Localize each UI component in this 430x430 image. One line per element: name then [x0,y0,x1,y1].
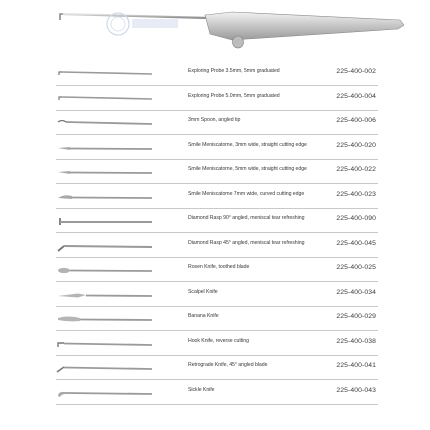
meniscatome-icon [56,140,156,158]
instrument-row [0,285,430,307]
instrument-name: Diamond Rasp 90° angled, meniscal tear refreshing [188,215,305,221]
instrument-row [0,138,430,160]
instrument-code: 225-400-022 [336,166,376,173]
banana-knife-icon [56,311,156,329]
instrument-code: 225-400-004 [336,92,376,100]
retrograde-knife-icon [56,360,156,378]
instrument-row [0,113,430,135]
spoon-tip-icon [56,115,156,133]
instrument-row [0,236,430,258]
instrument-name: Retrograde Knife, 45° angled blade [188,362,268,368]
instrument-code: 225-400-029 [336,313,376,320]
rasp-90-icon [56,213,156,231]
instrument-code: 225-400-006 [336,117,376,124]
instrument-name: Hook Knife, reverse cutting [188,337,249,344]
row-divider [56,85,378,86]
row-divider [56,355,378,356]
instrument-row [0,260,430,282]
row-divider [56,257,378,258]
instrument-code: 225-400-038 [336,337,376,345]
instrument-name: Smile Meniscatome 7mm wide, curved cutting edge [188,190,305,197]
instrument-name: Smile Meniscatome, 5mm wide, straight cutting edge [188,166,307,172]
scalpel-knife-icon [56,287,156,305]
row-divider [56,208,378,209]
instrument-name: Exploring Probe 3.5mm, 5mm graduated [188,68,280,74]
instrument-code: 225-400-043 [336,386,376,394]
probe-hook-icon [56,66,156,84]
row-divider [56,232,378,233]
instrument-name: Sickle Knife [188,386,215,393]
row-divider [56,159,378,160]
instrument-code: 225-400-002 [336,68,376,75]
row-divider [56,330,378,331]
instrument-code: 225-400-090 [336,215,376,222]
instrument-row [0,334,430,356]
instrument-row [0,383,430,405]
instrument-row [0,64,430,86]
instrument-row [0,358,430,380]
instrument-code: 225-400-025 [336,264,376,271]
instrument-name: Exploring Probe 5.0mm, 5mm graduated [188,92,280,99]
rasp-45-icon [56,238,156,256]
row-divider [56,306,378,307]
meniscatome-curved-icon [56,189,156,207]
instrument-name: Rosen Knife, toothed blade [188,264,250,270]
instrument-name: Smile Meniscatome, 3mm wide, straight cutting edge [188,141,307,148]
instrument-code: 225-400-023 [336,190,376,198]
sickle-knife-icon [56,385,156,403]
row-divider [56,110,378,111]
row-divider [56,183,378,184]
instrument-row [0,89,430,111]
instrument-name: 3mm Spoon, angled tip [188,117,241,123]
instrument-name: Banana Knife [188,313,219,319]
instrument-row [0,162,430,184]
instrument-name: Diamond Rasp 45° angled, meniscal tear refreshing [188,239,305,246]
hook-knife-icon [56,336,156,354]
meniscatome-icon [56,164,156,182]
instrument-row [0,309,430,331]
instrument-code: 225-400-020 [336,141,376,149]
instrument-name: Scalpel Knife [188,288,218,295]
probe-hook-icon [56,91,156,109]
instrument-code: 225-400-041 [336,362,376,369]
rosen-knife-icon [56,262,156,280]
instrument-code: 225-400-034 [336,288,376,296]
instrument-code: 225-400-045 [336,239,376,247]
row-divider [56,379,378,380]
surgical-handle-icon [0,0,430,60]
instrument-row [0,211,430,233]
row-divider [56,134,378,135]
instrument-row [0,187,430,209]
row-divider [56,404,378,405]
row-divider [56,281,378,282]
